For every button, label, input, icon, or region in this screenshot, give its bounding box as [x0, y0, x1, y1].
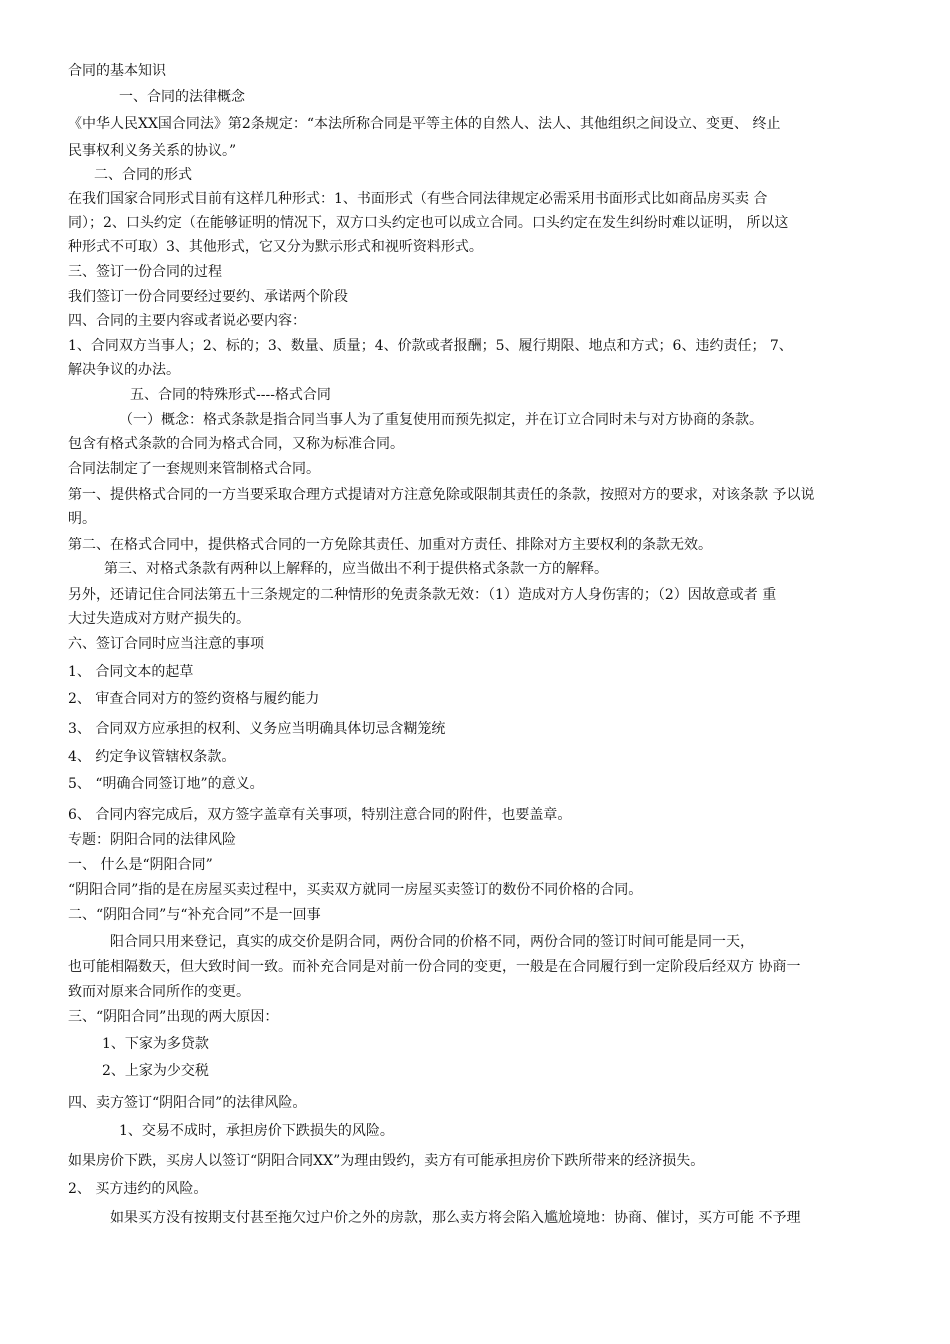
paragraph-line: 第二、在格式合同中，提供格式合同的一方免除其责任、加重对方责任、排除对方主要权利的条款无效。 [68, 537, 712, 553]
section-heading: 四、合同的主要内容或者说必要内容： [68, 313, 306, 329]
paragraph-line: 如果买方没有按期支付甚至拖欠过户价之外的房款，那么卖方将会陷入尴尬境地：协商、催讨，买方可能 不予理 [110, 1210, 801, 1226]
section-heading: 一、合同的法律概念 [119, 89, 245, 105]
list-item: 2、 买方违约的风险。 [68, 1181, 208, 1197]
paragraph-line: 第三、对格式条款有两种以上解释的，应当做出不利于提供格式条款一方的解释。 [104, 561, 608, 577]
paragraph-line: 民事权利义务关系的协议。” [68, 143, 237, 159]
paragraph-line: 大过失造成对方财产损失的。 [68, 611, 250, 627]
paragraph-line: “阴阳合同”指的是在房屋买卖过程中，买卖双方就同一房屋买卖签订的数份不同价格的合同。 [68, 882, 643, 898]
paragraph-line: 包含有格式条款的合同为格式合同，又称为标准合同。 [68, 436, 404, 452]
section-heading: 一、 什么是“阴阳合同” [68, 857, 213, 873]
paragraph-line: 另外，还请记住合同法第五十三条规定的二种情形的免责条款无效：（1）造成对方人身伤害的；（2）因故意或者 重 [68, 587, 777, 603]
paragraph-line: 种形式不可取）3、其他形式，它又分为默示形式和视听资料形式。 [68, 239, 483, 255]
paragraph-line: 解决争议的办法。 [68, 362, 180, 378]
paragraph-line: 如果房价下跌，买房人以签订“阴阳合同XX”为理由毁约，卖方有可能承担房价下跌所带来的经济损失。 [68, 1153, 705, 1169]
paragraph-line: 合同法制定了一套规则来管制格式合同。 [68, 461, 320, 477]
section-heading: 六、签订合同时应当注意的事项 [68, 636, 264, 652]
section-heading: 三、签订一份合同的过程 [68, 264, 222, 280]
list-item: 2、 审查合同对方的签约资格与履约能力 [68, 691, 320, 707]
paragraph-line: 我们签订一份合同要经过要约、承诺两个阶段 [68, 289, 348, 305]
section-heading: 三、“阴阳合同”出现的两大原因： [68, 1009, 279, 1025]
doc-title: 合同的基本知识 [68, 63, 166, 79]
paragraph-line: 《中华人民XX国合同法》第2条规定：“本法所称合同是平等主体的自然人、法人、其他组织之间设立、变更、 终止 [68, 116, 781, 132]
list-item: 1、下家为多贷款 [102, 1036, 209, 1052]
section-heading: 五、合同的特殊形式----格式合同 [130, 387, 331, 403]
paragraph-line: 在我们国家合同形式目前有这样几种形式：1、书面形式（有些合同法律规定必需采用书面形式比如商品房买卖 合 [68, 191, 768, 207]
section-heading: 二、“阴阳合同”与“补充合同”不是一回事 [68, 907, 321, 923]
list-item: 4、 约定争议管辖权条款。 [68, 749, 236, 765]
paragraph-line: 也可能相隔数天，但大致时间一致。而补充合同是对前一份合同的变更，一般是在合同履行到一定阶段后经双方 协商一 [68, 959, 801, 975]
list-item: 1、交易不成时，承担房价下跌损失的风险。 [119, 1123, 394, 1139]
section-heading: 二、合同的形式 [94, 167, 192, 183]
paragraph-line: （一）概念：格式条款是指合同当事人为了重复使用而预先拟定，并在订立合同时未与对方协商的条款。 [119, 412, 763, 428]
list-item: 6、 合同内容完成后，双方签字盖章有关事项，特别注意合同的附件，也要盖章。 [68, 807, 572, 823]
list-item: 3、 合同双方应承担的权利、义务应当明确具体切忌含糊笼统 [68, 721, 446, 737]
paragraph-line: 阳合同只用来登记，真实的成交价是阴合同，两份合同的价格不同，两份合同的签订时间可能是同一天， [110, 934, 754, 950]
paragraph-line: 同）；2、口头约定（在能够证明的情况下，双方口头约定也可以成立合同。口头约定在发生纠纷时难以证明， 所以这 [68, 215, 789, 231]
list-item: 1、 合同文本的起草 [68, 664, 194, 680]
paragraph-line: 明。 [68, 511, 96, 527]
paragraph-line: 1、合同双方当事人；2、标的；3、数量、质量；4、价款或者报酬；5、履行期限、地点和方式；6、违约责任； 7、 [68, 338, 793, 354]
section-heading: 专题：阴阳合同的法律风险 [68, 832, 236, 848]
paragraph-line: 致而对原来合同所作的变更。 [68, 984, 250, 1000]
list-item: 5、 “明确合同签订地”的意义。 [68, 776, 264, 792]
section-heading: 四、卖方签订“阴阳合同”的法律风险。 [68, 1095, 307, 1111]
list-item: 2、上家为少交税 [102, 1063, 209, 1079]
paragraph-line: 第一、提供格式合同的一方当要采取合理方式提请对方注意免除或限制其责任的条款，按照对方的要求，对该条款 予以说 [68, 487, 815, 503]
